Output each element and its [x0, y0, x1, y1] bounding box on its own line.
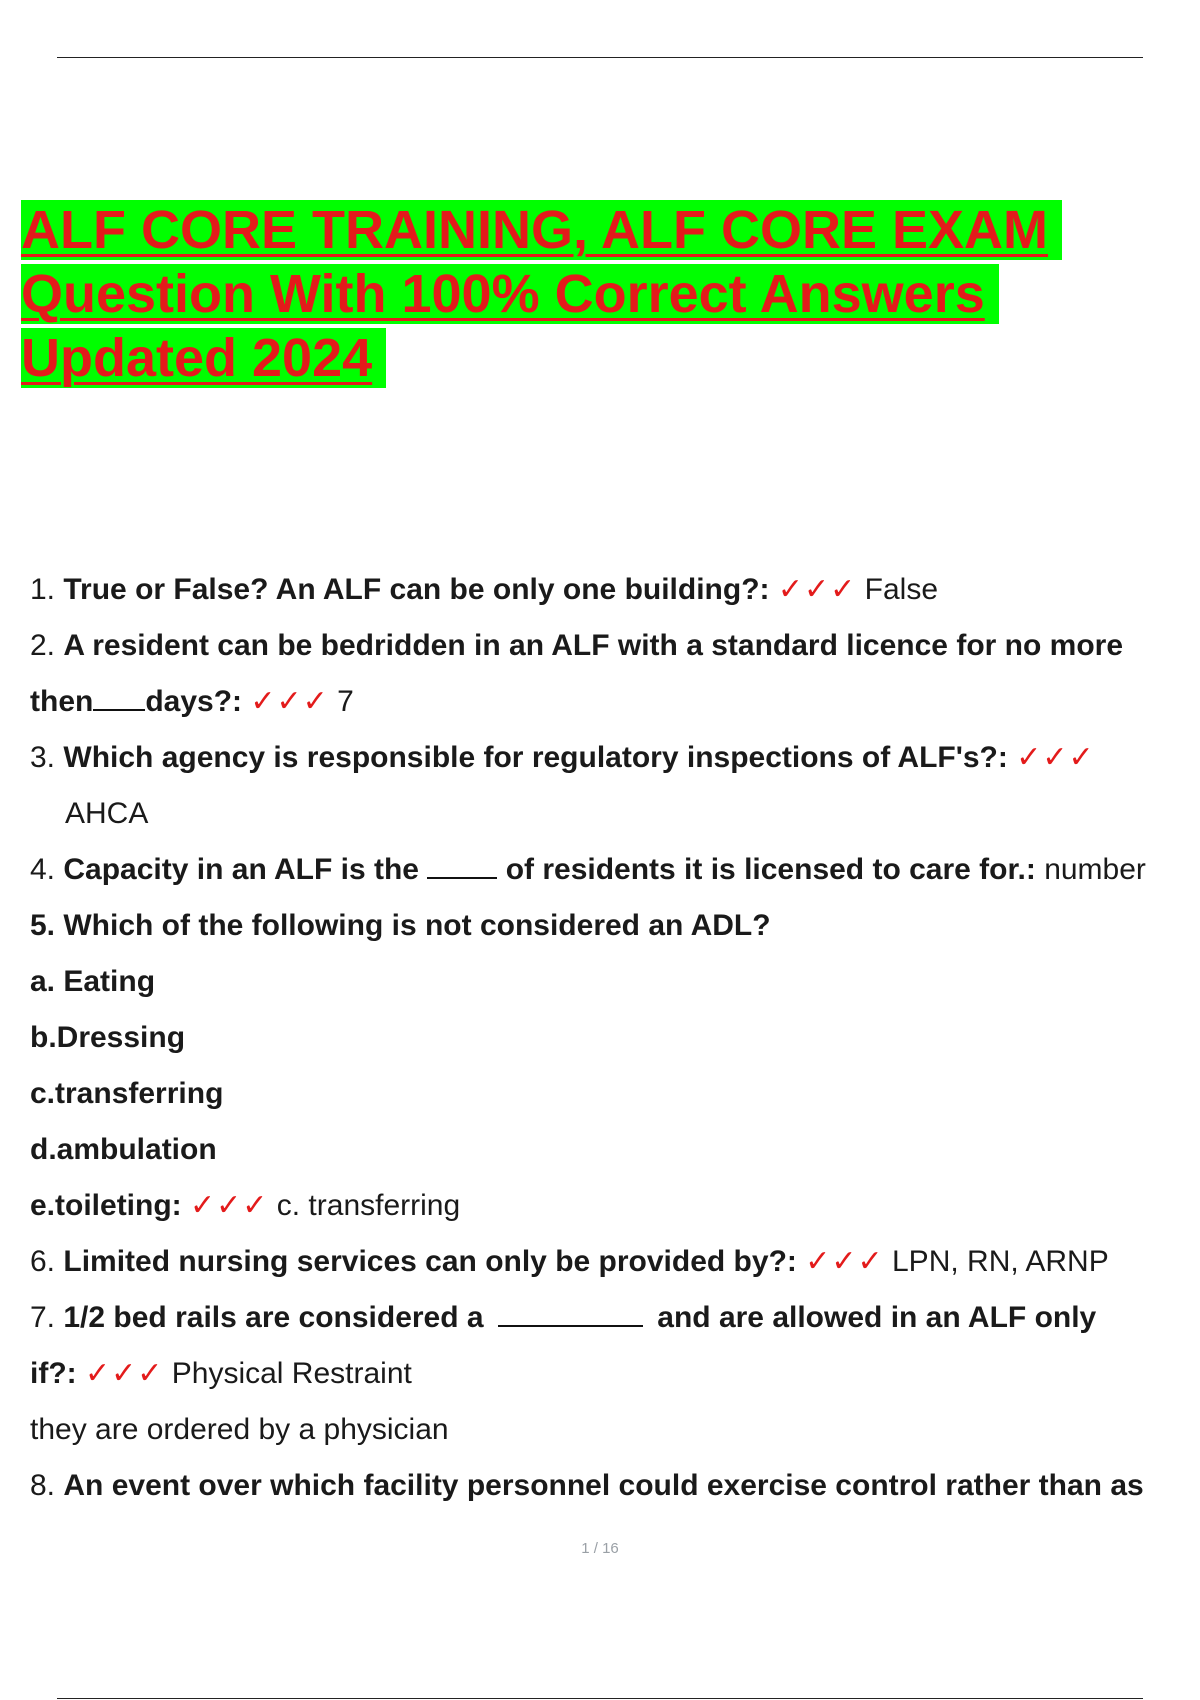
- option-c: c.transferring: [30, 1077, 224, 1110]
- question-text: of residents it is licensed to care for.:: [505, 853, 1036, 886]
- fill-blank: [498, 1307, 643, 1327]
- checkmark-icon: ✓✓✓: [84, 1357, 164, 1390]
- option-b: b.Dressing: [30, 1021, 186, 1054]
- question-3-answer: [30, 786, 1200, 842]
- checkmark-icon: ✓✓✓: [190, 1189, 269, 1222]
- answer-text: AHCA: [65, 797, 149, 830]
- checkmark-icon: ✓✓✓: [777, 573, 857, 606]
- answer-text: they are ordered by a physician: [30, 1413, 449, 1446]
- question-5: 5. Which of the following is not considered an ADL?: [30, 909, 771, 942]
- question-text: Capacity in an ALF is the: [63, 853, 419, 886]
- question-7-cont: [30, 1346, 1200, 1402]
- question-text: An event over which facility personnel could exercise control rather than as: [63, 1469, 1144, 1502]
- question-1: [30, 562, 1200, 618]
- answer-text: number: [1044, 853, 1146, 886]
- question-number: 2.: [30, 629, 56, 662]
- option-d: d.ambulation: [30, 1133, 217, 1166]
- question-number: 1.: [30, 573, 56, 606]
- title-line-1: ALF CORE TRAINING, ALF CORE EXAM: [21, 200, 1062, 260]
- question-text: days?:: [145, 685, 243, 718]
- top-rule: [57, 57, 1143, 58]
- question-number: 3.: [30, 741, 56, 774]
- question-text: Limited nursing services can only be provided by?:: [63, 1245, 797, 1278]
- question-7: [30, 1290, 1200, 1346]
- question-3: [30, 730, 1200, 786]
- question-number: 6.: [30, 1245, 56, 1278]
- question-list: [30, 562, 1200, 1514]
- document-title: [21, 198, 1181, 390]
- question-text: then: [30, 685, 94, 718]
- question-text: Which agency is responsible for regulatory inspections of ALF's?:: [63, 741, 1008, 774]
- question-text: A resident can be bedridden in an ALF with a standard licence for no more: [63, 629, 1123, 662]
- question-2-cont: [30, 674, 1200, 730]
- question-text: and are allowed in an ALF only: [657, 1301, 1097, 1334]
- option-e: [30, 1178, 1200, 1234]
- title-line-3: Updated 2024: [21, 328, 386, 388]
- answer-text: c. transferring: [276, 1189, 461, 1222]
- question-6: [30, 1234, 1200, 1290]
- answer-text: False: [864, 573, 938, 606]
- question-number: 4.: [30, 853, 56, 886]
- question-text: e.toileting:: [30, 1189, 182, 1222]
- question-text: True or False? An ALF can be only one building?:: [63, 573, 770, 606]
- fill-blank: [93, 685, 145, 711]
- question-2: [30, 618, 1200, 674]
- checkmark-icon: ✓✓✓: [805, 1245, 884, 1278]
- question-4: [30, 842, 1200, 898]
- answer-text: LPN, RN, ARNP: [892, 1245, 1109, 1278]
- answer-text: 7: [337, 685, 354, 718]
- checkmark-icon: ✓✓✓: [250, 685, 329, 718]
- question-number: 8.: [30, 1469, 56, 1502]
- option-a: a. Eating: [30, 965, 156, 998]
- question-8: [30, 1458, 1200, 1514]
- checkmark-icon: ✓✓✓: [1016, 741, 1095, 774]
- page-number: 1 / 16: [581, 1540, 619, 1557]
- bottom-rule: [57, 1698, 1143, 1699]
- fill-blank: [427, 853, 497, 879]
- question-7-answer-2: [30, 1402, 1200, 1458]
- answer-text: Physical Restraint: [171, 1357, 412, 1390]
- title-line-2: Question With 100% Correct Answers: [21, 264, 999, 324]
- question-text: 1/2 bed rails are considered a: [63, 1301, 484, 1334]
- question-text: if?:: [30, 1357, 77, 1390]
- question-number: 7.: [30, 1301, 56, 1334]
